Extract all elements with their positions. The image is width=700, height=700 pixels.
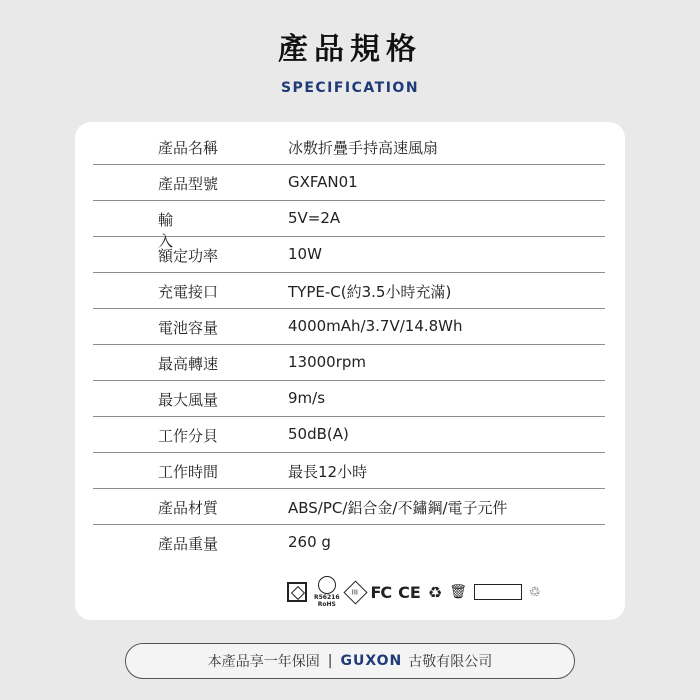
class-iii-icon: III xyxy=(343,580,367,604)
page-title: 產品規格 xyxy=(278,32,422,67)
spec-value: 4000mAh/3.7V/14.8Wh xyxy=(288,317,463,335)
spec-row-runtime xyxy=(93,453,605,489)
recycle-bin-icon: ♲ xyxy=(528,584,541,600)
spec-value: 13000rpm xyxy=(288,353,367,371)
bsmi-box-icon xyxy=(287,582,307,602)
spec-row-input xyxy=(93,201,605,250)
spec-card xyxy=(75,122,625,620)
spec-label: 產品重量 xyxy=(158,535,219,553)
weee-icon: 🗑 xyxy=(449,584,467,600)
spec-label: 輸入 xyxy=(158,211,212,250)
warranty-footer xyxy=(125,643,575,679)
spec-value: GXFAN01 xyxy=(288,173,358,191)
spec-row-weight xyxy=(93,525,605,561)
recycle-icon: ♻ xyxy=(427,582,443,602)
spec-row-material xyxy=(93,489,605,525)
company-name: 古敬有限公司 xyxy=(408,654,493,670)
battery-warning-label-icon xyxy=(474,584,522,600)
spec-label: 充電接口 xyxy=(158,283,219,301)
rohs-code: R56216 xyxy=(314,594,340,601)
spec-value: 50dB(A) xyxy=(288,425,349,443)
spec-value: 冰敷折疊手持高速風扇 xyxy=(288,139,439,157)
spec-label: 最高轉速 xyxy=(158,355,219,373)
spec-label: 工作時間 xyxy=(158,463,219,481)
spec-value: 5V=2A xyxy=(288,209,341,227)
spec-row-model xyxy=(93,165,605,201)
spec-row-power xyxy=(93,237,605,273)
spec-label: 產品型號 xyxy=(158,175,219,193)
certification-marks xyxy=(287,577,541,607)
spec-value: 10W xyxy=(288,245,322,263)
brand-logo: GUXON xyxy=(340,653,403,669)
rohs-icon xyxy=(314,576,340,608)
spec-row-speed xyxy=(93,345,605,381)
spec-table xyxy=(93,129,605,561)
spec-row-name xyxy=(93,129,605,165)
spec-label: 最大風量 xyxy=(158,391,219,409)
spec-value: 最長12小時 xyxy=(288,463,368,481)
ce-icon: CE xyxy=(398,582,421,602)
rohs-circle-icon xyxy=(318,576,336,594)
spec-value: 260 g xyxy=(288,533,331,551)
spec-row-charging xyxy=(93,273,605,309)
spec-label: 產品名稱 xyxy=(158,139,219,157)
spec-label: 產品材質 xyxy=(158,499,219,517)
page-subtitle: SPECIFICATION xyxy=(280,80,420,96)
fcc-icon: FC xyxy=(370,582,392,602)
spec-row-noise xyxy=(93,417,605,453)
footer-divider: | xyxy=(327,653,333,669)
warranty-text: 本產品享一年保固 xyxy=(207,654,320,670)
spec-label: 額定功率 xyxy=(158,247,219,265)
spec-value: ABS/PC/鋁合金/不鏽鋼/電子元件 xyxy=(288,499,508,517)
spec-row-battery xyxy=(93,309,605,345)
spec-row-airflow xyxy=(93,381,605,417)
rohs-label: RoHS xyxy=(317,601,336,608)
spec-label: 電池容量 xyxy=(158,319,219,337)
spec-value: 9m/s xyxy=(288,389,326,407)
spec-value: TYPE-C(約3.5小時充滿) xyxy=(288,283,452,301)
spec-label: 工作分貝 xyxy=(158,427,219,445)
